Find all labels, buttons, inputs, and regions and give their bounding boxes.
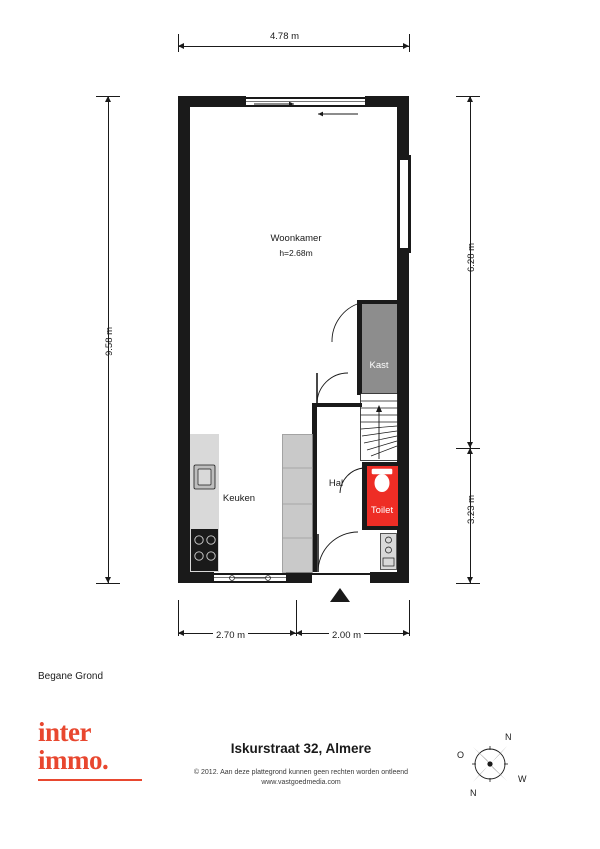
brand-logo	[38, 718, 158, 781]
compass-label-east: O	[457, 750, 465, 760]
hal-door-swing-icon	[316, 372, 350, 406]
wall-top-left	[178, 96, 246, 107]
entrance-marker-icon	[328, 586, 352, 604]
copyright-notice	[176, 768, 426, 788]
dim-arrow-right-lower-bottom	[467, 577, 473, 583]
kast-fill	[361, 302, 397, 395]
wall-kast-top	[357, 300, 397, 304]
compass-icon	[452, 724, 528, 800]
dim-arrow-top-right	[403, 43, 409, 49]
floor-caption: Begane Grond	[38, 671, 104, 682]
dim-tick-left-bottom	[96, 583, 120, 584]
copyright-line-2: www.vastgoedmedia.com	[261, 779, 341, 786]
dim-arrow-left-bottom	[105, 577, 111, 583]
sliding-door-arrows-icon	[246, 98, 366, 120]
wall-toilet-bottom	[362, 526, 398, 530]
dim-label-top-width: 4.78 m	[270, 31, 300, 42]
brand-line-2: immo.	[38, 745, 109, 775]
wall-toilet-top	[362, 462, 398, 466]
brand-underline	[38, 779, 142, 781]
dim-label-left-height: 9.58 m	[104, 326, 115, 356]
wall-bottom-mid	[286, 572, 312, 583]
wall-bottom-right	[370, 572, 409, 583]
compass-label-south: N	[470, 788, 477, 798]
dim-label-right-lower: 3.23 m	[466, 494, 477, 524]
brand-line-1: inter	[38, 717, 91, 747]
dim-label-bottom-left: 2.70 m	[213, 630, 248, 641]
room-label-toilet: Toilet	[370, 505, 394, 516]
staircase-icon	[360, 393, 398, 461]
room-label-hal: Hal	[328, 478, 344, 489]
dim-arrow-top-left	[178, 43, 184, 49]
window-niche-right-inner	[400, 160, 408, 248]
meter-cupboard-detail-icon	[380, 533, 397, 570]
room-label-woonkamer: Woonkamer	[270, 233, 322, 244]
kitchen-sink-icon	[191, 462, 218, 492]
kitchen-units-right-detail-icon	[282, 434, 313, 573]
room-label-kast: Kast	[369, 360, 389, 371]
address-title: Iskurstraat 32, Almere	[230, 741, 372, 756]
dim-tick-bottom-right	[409, 600, 410, 636]
wall-bottom-left	[178, 572, 214, 583]
toilet-door-swing-icon	[338, 466, 366, 496]
dim-tick-top-right	[409, 34, 410, 52]
bottom-window-handles-icon	[228, 574, 272, 582]
dim-arrow-right-upper-top	[467, 96, 473, 102]
compass-label-west: W	[518, 774, 527, 784]
room-height-woonkamer: h=2.68m	[279, 248, 313, 258]
dim-arrow-bottom-right-b	[403, 630, 409, 636]
dim-tick-right-bottom	[456, 583, 480, 584]
toilet-fixture-icon	[370, 468, 394, 498]
room-label-keuken: Keuken	[222, 493, 256, 504]
copyright-line-1: © 2012. Aan deze plattegrond kunnen geen rechten worden ontleend	[193, 769, 409, 776]
dim-arrow-bottom-right-a	[296, 630, 302, 636]
kitchen-stove-icon	[190, 528, 219, 572]
wall-top-right	[365, 96, 409, 107]
dim-arrow-right-lower-top	[467, 448, 473, 454]
wall-left	[178, 96, 190, 583]
entrance-door-swing-icon	[316, 530, 360, 574]
compass-label-north: N	[505, 732, 512, 742]
dim-label-right-upper: 6.28 m	[466, 242, 477, 272]
dim-label-bottom-right: 2.00 m	[329, 630, 364, 641]
dim-arrow-left-top	[105, 96, 111, 102]
dim-line-right-upper	[470, 96, 471, 448]
kast-door-swing-icon	[330, 302, 362, 344]
dim-arrow-bottom-left-a	[178, 630, 184, 636]
dim-line-top	[178, 46, 409, 47]
compass-rose	[452, 724, 528, 800]
